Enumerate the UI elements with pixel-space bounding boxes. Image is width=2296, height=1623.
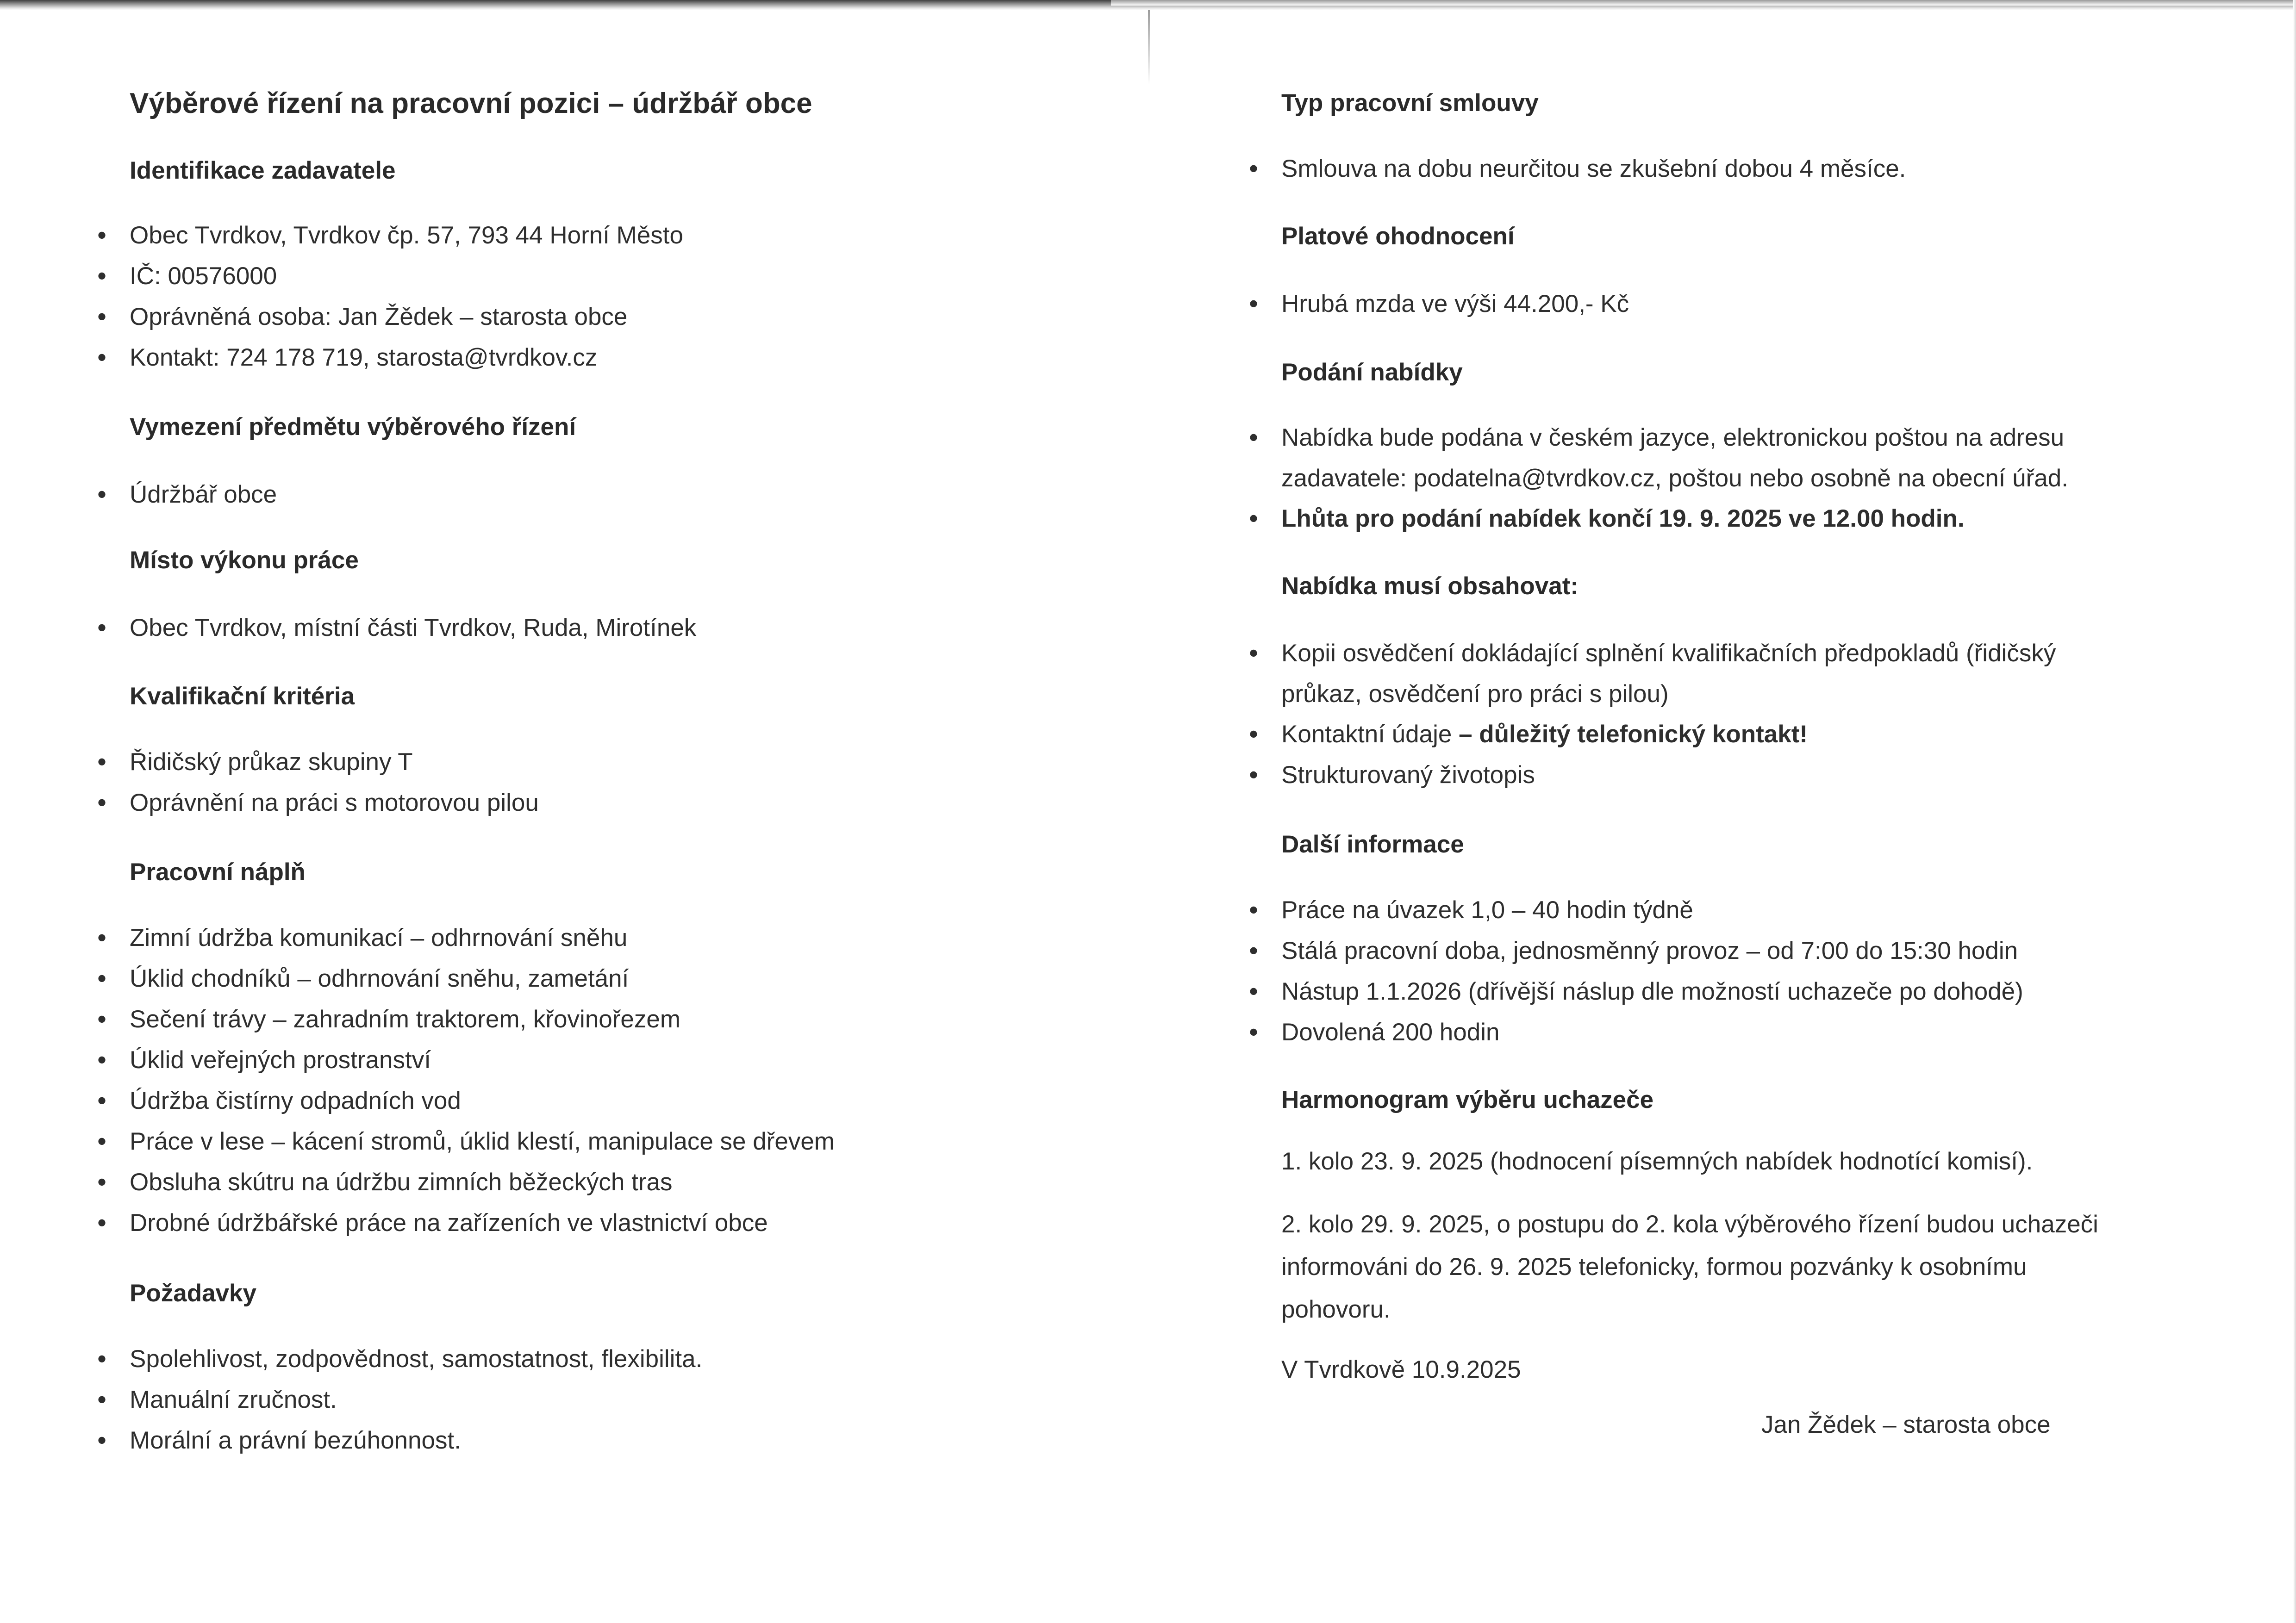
- bullet: •: [1249, 155, 1258, 182]
- list-item: • Oprávněná osoba: Jan Žědek – starosta obce: [130, 303, 627, 331]
- heading-salary: Platové ohodnocení: [1281, 223, 1515, 250]
- bullet: •: [1249, 721, 1258, 748]
- list-item: • Obec Tvrdkov, místní části Tvrdkov, Ruda, Mirotínek: [130, 614, 696, 642]
- page-fold-line: [1148, 10, 1150, 84]
- bullet: •: [97, 1427, 106, 1454]
- list-item: • Drobné údržbářské práce na zařízeních ve vlastnictví obce: [130, 1209, 768, 1237]
- scan-right-edge: [2293, 0, 2296, 1623]
- bullet: •: [97, 1128, 106, 1155]
- bullet: •: [97, 965, 106, 992]
- list-item: • Smlouva na dobu neurčitou se zkušební dobou 4 měsíce.: [1281, 155, 1906, 183]
- heading-subject: Vymezení předmětu výběrového řízení: [130, 413, 576, 441]
- heading-workplace: Místo výkonu práce: [130, 547, 359, 574]
- list-item: • Sečení trávy – zahradním traktorem, křovinořezem: [130, 1005, 680, 1033]
- round-2-paragraph: 2. kolo 29. 9. 2025, o postupu do 2. kola výběrového řízení budou uchazeči informováni do 26. 9. 2025 telefonicky, formou pozvánky k osobnímu pohovoru.: [1281, 1211, 2098, 1323]
- list-item: • Úklid veřejných prostranství: [130, 1046, 431, 1074]
- list-item: • Morální a právní bezúhonnost.: [130, 1426, 461, 1455]
- bullet: •: [97, 1386, 106, 1413]
- bullet: •: [97, 1169, 106, 1196]
- list-item: • Dovolená 200 hodin: [1281, 1018, 1500, 1046]
- bullet: •: [1249, 1019, 1258, 1046]
- list-item: • Údržba čistírny odpadních vod: [130, 1087, 461, 1115]
- list-item: • Nabídka bude podána v českém jazyce, elektronickou poštou na adresu zadavatele: podatelna@tvrdkov.cz, poštou nebo osobně na obecní úřad.: [1281, 417, 2068, 499]
- place-and-date: V Tvrdkově 10.9.2025: [1281, 1356, 1521, 1383]
- list-item: • Obsluha skútru na údržbu zimních běžeckých tras: [130, 1168, 672, 1196]
- bullet: •: [1249, 978, 1258, 1005]
- list-item: • Spolehlivost, zodpovědnost, samostatnost, flexibilita.: [130, 1345, 702, 1373]
- heading-offer-contents: Nabídka musí obsahovat:: [1281, 572, 1579, 600]
- bullet: •: [97, 924, 106, 951]
- bullet: •: [97, 789, 106, 816]
- bullet: •: [97, 1209, 106, 1237]
- contact-emphasis: – důležitý telefonický kontakt!: [1459, 721, 1808, 748]
- list-item: • Hrubá mzda ve výši 44.200,- Kč: [1281, 290, 1629, 318]
- list-item: • Zimní údržba komunikací – odhrnování sněhu: [130, 924, 627, 952]
- list-item: • Práce na úvazek 1,0 – 40 hodin týdně: [1281, 896, 1693, 924]
- bullet: •: [1249, 505, 1258, 532]
- bullet: •: [1249, 761, 1258, 789]
- list-item: • Obec Tvrdkov, Tvrdkov čp. 57, 793 44 Horní Město: [130, 221, 683, 249]
- bullet: •: [97, 222, 106, 249]
- list-item: • Kopii osvědčení dokládající splnění kvalifikačních předpokladů (řidičský průkaz, osvědčení pro práci s pilou): [1281, 633, 2056, 715]
- document-title: Výběrové řízení na pracovní pozici – údržbář obce: [130, 87, 812, 119]
- list-item: • Kontakt: 724 178 719, starosta@tvrdkov.cz: [130, 343, 597, 372]
- list-item: • Práce v lese – kácení stromů, úklid klestí, manipulace se dřevem: [130, 1127, 835, 1156]
- bullet: •: [1249, 896, 1258, 924]
- list-item: • Údržbář obce: [130, 480, 277, 509]
- bullet: •: [97, 1345, 106, 1373]
- bullet: •: [1249, 290, 1258, 317]
- scan-top-shadow: [1111, 0, 2296, 6]
- list-item: • Oprávnění na práci s motorovou pilou: [130, 789, 539, 817]
- list-item: • Úklid chodníků – odhrnování sněhu, zametání: [130, 964, 629, 993]
- bullet: •: [97, 614, 106, 641]
- list-item: • Stálá pracovní doba, jednosměnný provoz – od 7:00 do 15:30 hodin: [1281, 937, 2018, 965]
- bullet: •: [1249, 424, 1258, 451]
- bullet: •: [97, 344, 106, 371]
- bullet: •: [97, 1087, 106, 1114]
- heading-submission: Podání nabídky: [1281, 359, 1463, 386]
- list-item: • IČ: 00576000: [130, 262, 277, 290]
- list-item: • Řidičský průkaz skupiny T: [130, 748, 413, 776]
- list-item: • Manuální zručnost.: [130, 1386, 337, 1414]
- bullet: •: [97, 748, 106, 776]
- bullet: •: [97, 1006, 106, 1033]
- heading-requirements: Požadavky: [130, 1280, 256, 1307]
- bullet: •: [97, 262, 106, 290]
- bullet: •: [1249, 937, 1258, 964]
- heading-contract-type: Typ pracovní smlouvy: [1281, 89, 1539, 117]
- heading-contracting-authority: Identifikace zadavatele: [130, 157, 396, 184]
- list-item: • Strukturovaný životopis: [1281, 761, 1535, 789]
- heading-job-duties: Pracovní náplň: [130, 858, 306, 886]
- heading-qualification: Kvalifikační kritéria: [130, 683, 355, 710]
- bullet: •: [1249, 640, 1258, 667]
- list-item: • Nástup 1.1.2026 (dřívější náslup dle možností uchazeče po dohodě): [1281, 977, 2023, 1006]
- bullet: •: [97, 303, 106, 330]
- signature-line: Jan Žědek – starosta obce: [1761, 1411, 2051, 1438]
- round-1-paragraph: 1. kolo 23. 9. 2025 (hodnocení písemných nabídek hodnotící komisí).: [1281, 1148, 2033, 1175]
- deadline-item: • Lhůta pro podání nabídek končí 19. 9. 2025 ve 12.00 hodin.: [1281, 504, 1965, 533]
- bullet: •: [97, 481, 106, 508]
- heading-additional-info: Další informace: [1281, 831, 1464, 858]
- bullet: •: [97, 1046, 106, 1074]
- list-item: • Kontaktní údaje – důležitý telefonický kontakt!: [1281, 720, 1808, 748]
- heading-schedule: Harmonogram výběru uchazeče: [1281, 1086, 1654, 1113]
